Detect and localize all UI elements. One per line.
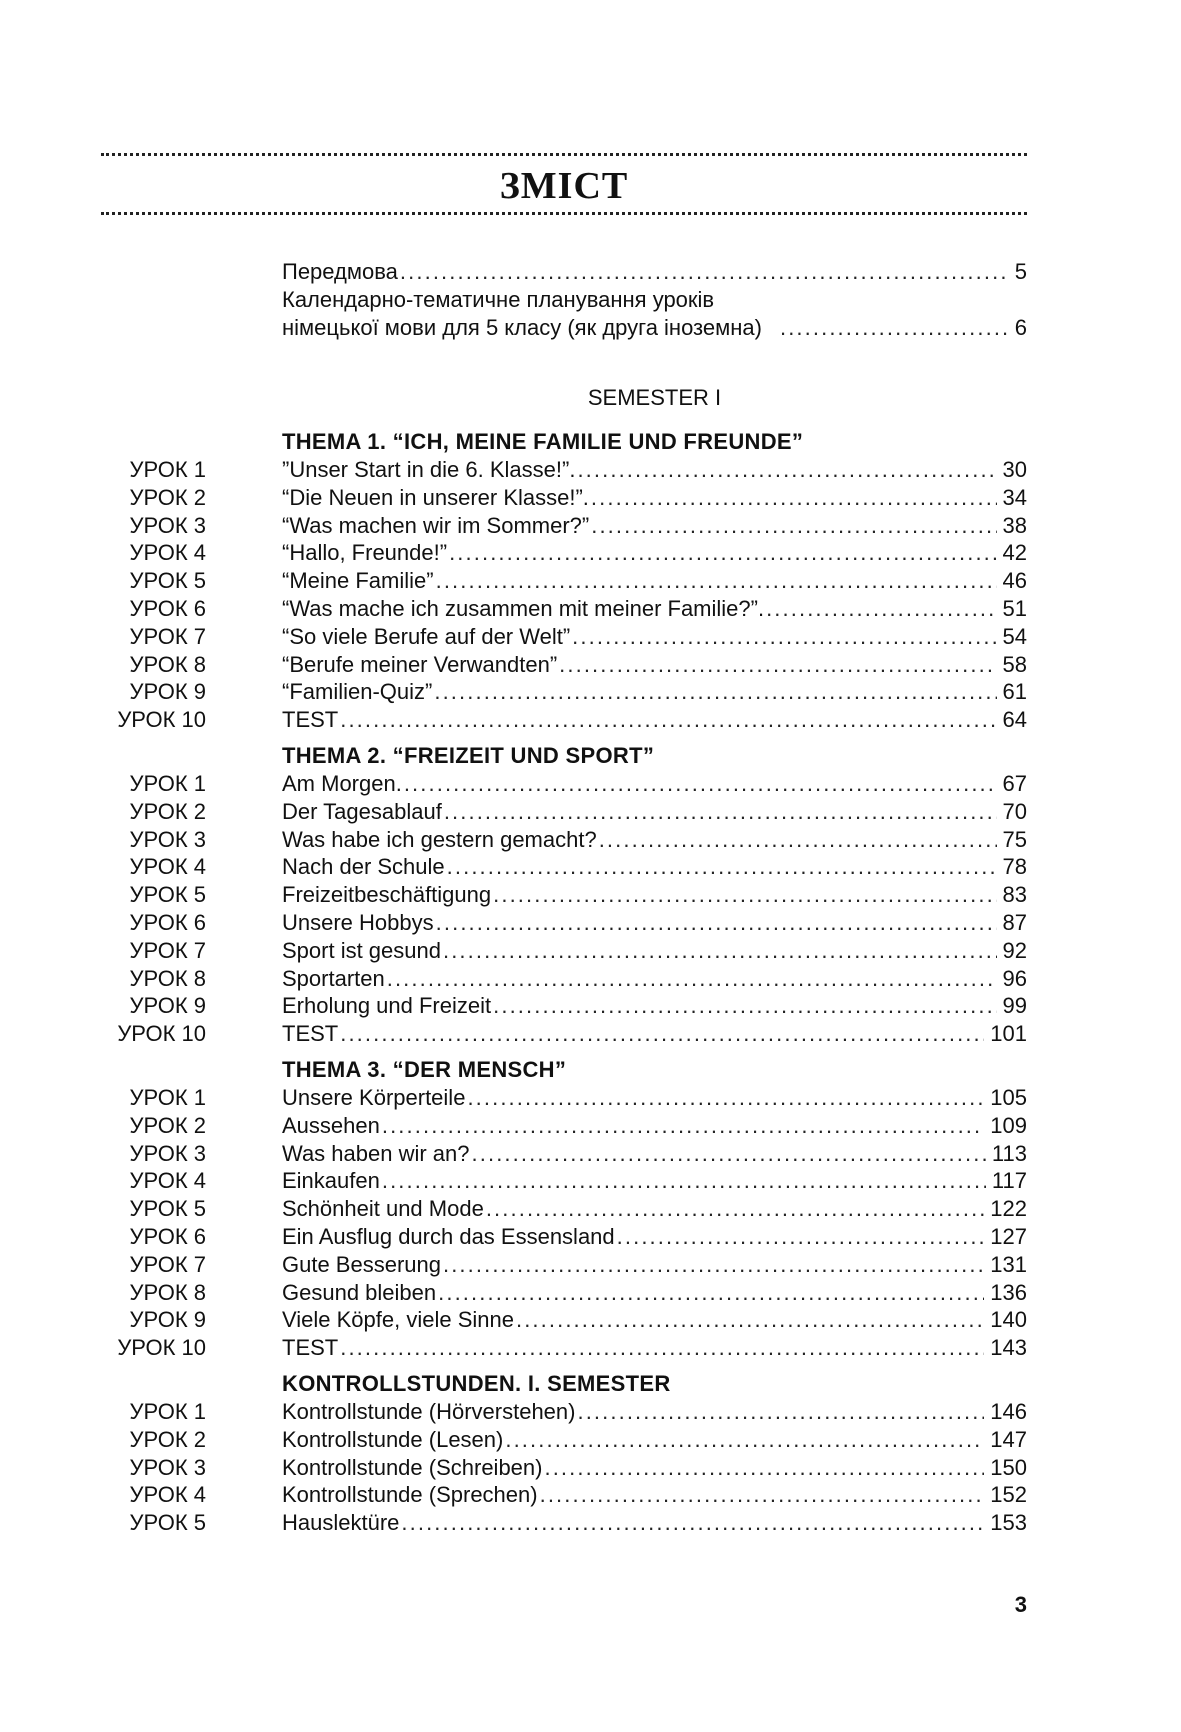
toc-section [100,428,1027,734]
lesson-label: УРОК 4 [129,854,206,880]
entry-page: 34 [1002,484,1027,510]
toc-entry[interactable] [100,770,1027,798]
entry-title: Der Tagesablauf [282,798,442,824]
entry-title: TEST [282,1335,339,1361]
lesson-label: УРОК 9 [129,1307,206,1333]
entry-body [282,1223,1027,1251]
lesson-label: УРОК 6 [129,1223,206,1249]
lesson-label: УРОК 10 [117,1021,206,1047]
lesson-label: УРОК 4 [129,540,206,566]
toc-entry[interactable] [100,1454,1027,1482]
dot-leader [447,853,997,881]
toc-entry[interactable] [100,937,1027,965]
entry-page: 78 [1002,854,1027,880]
dot-leader [516,1306,984,1334]
entry-body [282,1454,1027,1482]
lesson-label: УРОК 7 [129,1251,206,1277]
toc-entry[interactable] [100,484,1027,512]
entry-page: 113 [991,1140,1027,1166]
lesson-label: УРОК 4 [129,1168,206,1194]
lesson-label: УРОК 5 [129,568,206,594]
entry-body [282,798,1027,826]
toc-entry[interactable] [100,539,1027,567]
entry-body [282,1084,1027,1112]
entry-title: Sport ist gesund [282,937,441,963]
entry-title-line1: Календарно-тематичне планування уроків [282,287,715,312]
toc-entry-planning[interactable] [282,314,1027,342]
entry-body [282,1279,1027,1307]
dot-leader [401,1509,984,1537]
dot-leader [387,965,997,993]
table-of-contents [100,428,1027,1545]
dot-leader [382,1112,984,1140]
entry-page: 146 [990,1398,1027,1424]
entry-title: Ein Ausflug durch das Essensland [282,1223,615,1249]
toc-entry[interactable] [100,1140,1027,1168]
toc-section [100,742,1027,1048]
entry-title: Gesund bleiben [282,1279,437,1305]
entry-page: 54 [1002,623,1027,649]
toc-entry[interactable] [100,853,1027,881]
entry-page: 51 [1002,595,1027,621]
entry-page: 6 [1014,315,1027,340]
entry-title: TEST [282,1021,339,1047]
dot-leader [443,1251,984,1279]
entry-title: ”Unser Start in die 6. Klasse!”. [282,457,576,482]
entry-body [282,512,1027,540]
dot-leader [617,1223,985,1251]
dot-leader [766,595,996,623]
entry-body [282,678,1027,706]
lesson-label: УРОК 2 [129,1426,206,1452]
lesson-label: УРОК 8 [129,965,206,991]
section-title: THEMA 3. “DER MENSCH” [282,1056,567,1082]
dot-leader [340,1334,984,1362]
entry-body [282,1398,1027,1426]
entry-title: Am Morgen. [282,770,402,796]
entry-title: Was habe ich gestern gemacht? [282,826,597,852]
lesson-label: УРОК 3 [129,512,206,538]
lesson-label: УРОК 5 [129,882,206,908]
entry-title: Unsere Körperteile [282,1084,466,1110]
entry-title: “Familien-Quiz” [282,679,433,705]
lesson-label: УРОК 6 [129,909,206,935]
toc-entry-foreword[interactable] [282,258,1027,286]
dot-leader [436,909,997,937]
dot-leader [340,1020,984,1048]
entry-body [282,965,1027,993]
top-dotted-rule [101,153,1027,156]
lesson-label: УРОК 10 [117,1335,206,1361]
entry-page: 150 [990,1454,1027,1480]
toc-entry[interactable] [100,1334,1027,1362]
toc-entry[interactable] [100,512,1027,540]
toc-entry[interactable] [100,1195,1027,1223]
entry-title: Передмова [282,259,398,284]
entry-title: “Berufe meiner Verwandten” [282,651,558,677]
dot-leader [505,1426,984,1454]
lesson-label: УРОК 4 [129,1482,206,1508]
lesson-label: УРОК 2 [129,798,206,824]
dot-leader [438,1279,984,1307]
entry-title: Nach der Schule [282,854,445,880]
entry-page: 131 [990,1251,1027,1277]
toc-entry[interactable] [100,1251,1027,1279]
entry-page: 136 [990,1279,1027,1305]
dot-leader [444,798,997,826]
entry-body [282,706,1027,734]
entry-title: Einkaufen [282,1168,380,1194]
entry-page: 152 [990,1482,1027,1508]
dot-leader [540,1481,985,1509]
lesson-label: УРОК 3 [129,826,206,852]
toc-entry[interactable] [100,1112,1027,1140]
entry-body [282,651,1027,679]
toc-entry[interactable] [100,1020,1027,1048]
dot-leader [572,623,996,651]
toc-section [100,1370,1027,1537]
entry-body [282,1251,1027,1279]
toc-entry[interactable] [100,456,1027,484]
entry-page: 143 [990,1335,1027,1361]
entry-page: 61 [1002,679,1027,705]
toc-entry[interactable] [100,1223,1027,1251]
entry-body [282,1306,1027,1334]
entry-title: Viele Köpfe, viele Sinne [282,1307,514,1333]
entry-title: німецької мови для 5 класу (як друга іноземна) [282,315,762,340]
entry-title: “So viele Berufe auf der Welt” [282,623,571,649]
dot-leader [559,651,996,679]
entry-body [282,937,1027,965]
toc-entry-planning-line1 [282,286,1027,314]
lesson-label: УРОК 9 [129,679,206,705]
lesson-label: УРОК 2 [129,484,206,510]
dot-leader [434,678,996,706]
entry-title: “Die Neuen in unserer Klasse!”. [282,484,589,510]
entry-page: 83 [1002,882,1027,908]
toc-entry[interactable] [100,909,1027,937]
entry-title: “Hallo, Freunde!” [282,540,448,566]
toc-entry[interactable] [100,992,1027,1020]
dot-leader [404,770,997,798]
toc-entry[interactable] [100,798,1027,826]
entry-title: Kontrollstunde (Sprechen) [282,1482,538,1508]
entry-title: Schönheit und Mode [282,1196,484,1222]
lesson-label: УРОК 2 [129,1112,206,1138]
toc-entry[interactable] [100,1509,1027,1537]
section-title: THEMA 1. “ICH, MEINE FAMILIE UND FREUNDE” [282,429,804,454]
entry-body [282,826,1027,854]
entry-page: 105 [990,1084,1027,1110]
dot-leader [577,1398,984,1426]
toc-entry[interactable] [100,1426,1027,1454]
dot-leader [544,1454,984,1482]
entry-body [282,1509,1027,1537]
section-title: KONTROLLSTUNDEN. I. SEMESTER [282,1370,671,1396]
toc-entry[interactable] [100,881,1027,909]
entry-page: 64 [1002,707,1027,733]
entry-page: 46 [1002,568,1027,594]
entry-title: “Meine Familie” [282,568,434,594]
dot-leader [382,1167,986,1195]
entry-page: 153 [990,1510,1027,1536]
toc-entry[interactable] [100,1398,1027,1426]
lesson-label: УРОК 3 [129,1140,206,1166]
entry-page: 58 [1002,651,1027,677]
lesson-label: УРОК 1 [129,770,206,796]
dot-leader [340,706,996,734]
page-title: ЗМІСТ [499,165,629,207]
entry-body [282,992,1027,1020]
lesson-label: УРОК 7 [129,623,206,649]
entry-page: 109 [990,1112,1027,1138]
toc-entry[interactable] [100,826,1027,854]
entry-body [282,770,1027,798]
entry-body [282,595,1027,623]
entry-page: 70 [1002,798,1027,824]
dot-leader [493,881,996,909]
entry-title: Sportarten [282,965,385,991]
entry-title: TEST [282,707,339,733]
toc-section [100,1056,1027,1362]
lesson-label: УРОК 10 [117,707,206,733]
lesson-label: УРОК 1 [129,1084,206,1110]
entry-body [282,1426,1027,1454]
intro-block [282,258,1027,342]
dot-leader [591,484,997,512]
dot-leader [472,1140,986,1168]
lesson-label: УРОК 3 [129,1454,206,1480]
lesson-label: УРОК 5 [129,1196,206,1222]
lesson-label: УРОК 7 [129,937,206,963]
lesson-label: УРОК 5 [129,1510,206,1536]
toc-entry[interactable] [100,567,1027,595]
lesson-label: УРОК 9 [129,993,206,1019]
dot-leader [577,456,996,484]
toc-entry[interactable] [100,1279,1027,1307]
entry-body [282,1334,1027,1362]
toc-entry[interactable] [100,1306,1027,1334]
entry-body [282,1481,1027,1509]
dot-leader [443,937,997,965]
entry-body [282,1167,1027,1195]
entry-page: 127 [990,1223,1027,1249]
entry-page: 5 [1014,259,1027,284]
entry-page: 67 [1002,770,1027,796]
entry-title: Kontrollstunde (Lesen) [282,1426,504,1452]
entry-body [282,1195,1027,1223]
toc-entry[interactable] [100,1084,1027,1112]
entry-title: Gute Besserung [282,1251,441,1277]
entry-body [282,909,1027,937]
entry-title: Erholung und Freizeit [282,993,492,1019]
entry-page: 38 [1002,512,1027,538]
entry-body [282,539,1027,567]
entry-body [282,567,1027,595]
entry-body [282,484,1027,512]
entry-title: Freizeitbeschäftigung [282,882,492,908]
entry-page: 101 [990,1021,1027,1047]
entry-page: 30 [1002,457,1027,482]
dot-leader [591,512,996,540]
dot-leader [467,1084,984,1112]
entry-title: Aussehen [282,1112,380,1138]
entry-page: 75 [1002,826,1027,852]
lesson-label: УРОК 8 [129,1279,206,1305]
entry-title: Unsere Hobbys [282,909,434,935]
entry-page: 122 [990,1196,1027,1222]
entry-page: 92 [1002,937,1027,963]
toc-entry[interactable] [100,706,1027,734]
toc-entry[interactable] [100,1167,1027,1195]
entry-page: 140 [990,1307,1027,1333]
entry-body [282,1112,1027,1140]
lesson-label: УРОК 6 [129,595,206,621]
entry-title: Was haben wir an? [282,1140,470,1166]
dot-leader [436,567,997,595]
entry-body [282,1140,1027,1168]
dot-leader [599,826,997,854]
toc-entry[interactable] [100,651,1027,679]
entry-page: 42 [1002,540,1027,566]
entry-body [282,623,1027,651]
toc-entry[interactable] [100,965,1027,993]
dot-leader [400,258,1009,286]
entry-body [282,456,1027,484]
entry-title: Hauslektüre [282,1510,400,1536]
page-number: 3 [1014,1592,1027,1617]
entry-page: 96 [1002,965,1027,991]
section-title: THEMA 2. “FREIZEIT UND SPORT” [282,742,655,768]
dot-leader [780,314,1009,342]
entry-title: “Was machen wir im Sommer?” [282,512,590,538]
entry-body [282,881,1027,909]
toc-entry[interactable] [100,1481,1027,1509]
entry-page: 117 [991,1168,1027,1194]
dot-leader [486,1195,984,1223]
entry-body [282,853,1027,881]
entry-body [282,1020,1027,1048]
entry-title: Kontrollstunde (Hörverstehen) [282,1398,576,1424]
semester-heading: SEMESTER I [587,385,722,410]
lesson-label: УРОК 1 [129,1398,206,1424]
toc-entry[interactable] [100,595,1027,623]
lesson-label: УРОК 8 [129,651,206,677]
entry-title: Kontrollstunde (Schreiben) [282,1454,543,1480]
toc-entry[interactable] [100,623,1027,651]
dot-leader [449,539,996,567]
lesson-label: УРОК 1 [129,457,206,482]
entry-title: “Was mache ich zusammen mit meiner Familie?”. [282,595,765,621]
bottom-dotted-rule [101,212,1027,215]
entry-page: 147 [990,1426,1027,1452]
dot-leader [493,992,996,1020]
entry-page: 99 [1002,993,1027,1019]
toc-entry[interactable] [100,678,1027,706]
entry-page: 87 [1002,909,1027,935]
